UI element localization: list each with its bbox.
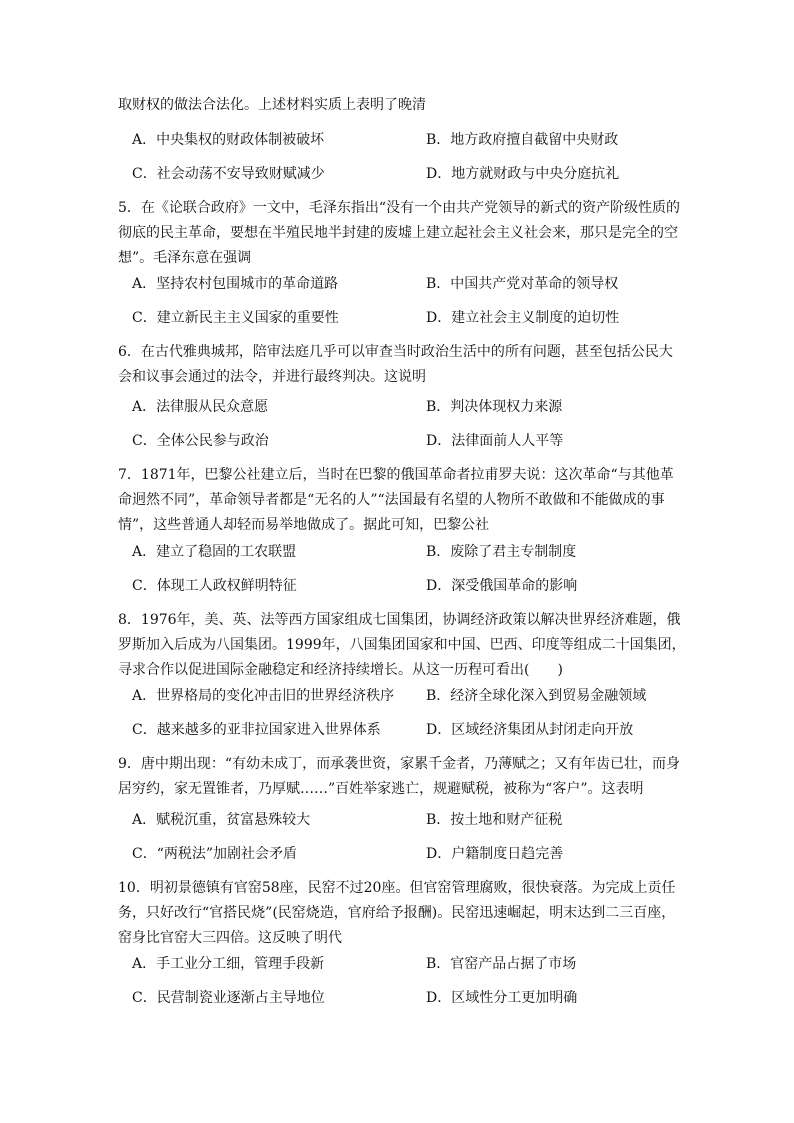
- question-8-stem: 8．1976年，美、英、法等西方国家组成七国集团，协调经济政策以解决世界经济难题，俄罗斯加入后成为八国集团。1999年，八国集团国家和中国、巴西、印度等组成二十国集团，寻求合作以促进国际金融稳定和经济持续增长。从这一历程可看出( ): [118, 612, 686, 678]
- question-5-stem: 5．在《论联合政府》一文中，毛泽东指出“没有一个由共产党领导的新式的资产阶级性质的彻底的民主革命，要想在半殖民地半封建的废墟上建立起社会主义社会来，那只是完全的空想”。毛泽东意在强调: [118, 200, 681, 266]
- question-6-stem: 6．在古代雅典城邦，陪审法庭几乎可以审查当时政治生活中的所有问题，甚至包括公民大会和议事会通过的法令，并进行最终判决。这说明: [118, 344, 673, 385]
- question-6-option-b: B．判决体现权力来源: [426, 399, 563, 415]
- intro-option-a: A．中央集权的财政体制被破坏: [132, 132, 325, 148]
- intro-option-b: B．地方政府擅自截留中央财政: [426, 132, 619, 148]
- question-9-option-c: C．“两税法”加剧社会矛盾: [132, 846, 298, 862]
- intro-text: 取财权的做法合法化。上述材料实质上表明了晚清: [118, 97, 426, 113]
- question-10-option-a: A．手工业分工细，管理手段新: [132, 956, 325, 972]
- question-7-option-b: B．废除了君主专制制度: [426, 544, 577, 560]
- question-10-stem: 10．明初景德镇有官窑58座，民窑不过20座。但官窑管理腐败，很快衰落。为完成上贡任务，只好改行“官搭民烧”(民窑烧造，官府给予报酬)。民窑迅速崛起，明末达到二三百座，窑身比官窑大三四倍。这反映了明代: [118, 880, 676, 946]
- question-8-option-b: B．经济全球化深入到贸易金融领域: [426, 688, 647, 704]
- question-8-option-d: D．区域经济集团从封闭走向开放: [426, 722, 634, 738]
- question-9-stem: 9．唐中期出现：“有幼未成丁，而承袭世资，家累千金者，乃薄赋之；又有年齿已壮，而身居穷约，家无置锥者，乃厚赋……”百姓举家逃亡，规避赋税，被称为“客户”。这表明: [118, 756, 681, 797]
- question-5-option-a: A．坚持农村包围城市的革命道路: [132, 276, 339, 292]
- question-9-option-d: D．户籍制度日趋完善: [426, 846, 564, 862]
- question-7-option-a: A．建立了稳固的工农联盟: [132, 544, 297, 560]
- question-8-option-c: C．越来越多的亚非拉国家进入世界体系: [132, 722, 381, 738]
- question-9-option-a: A．赋税沉重，贫富悬殊较大: [132, 812, 311, 828]
- question-5-option-b: B．中国共产党对革命的领导权: [426, 276, 619, 292]
- question-8-option-a: A．世界格局的变化冲击旧的世界经济秩序: [132, 688, 395, 704]
- question-7-option-d: D．深受俄国革命的影响: [426, 578, 578, 594]
- question-10-option-d: D．区域性分工更加明确: [426, 990, 578, 1006]
- question-6-option-a: A．法律服从民众意愿: [132, 399, 269, 415]
- question-10-option-b: B．官窑产品占据了市场: [426, 956, 577, 972]
- question-9-option-b: B．按土地和财产征税: [426, 812, 563, 828]
- question-6-option-d: D．法律面前人人平等: [426, 433, 564, 449]
- intro-option-c: C．社会动荡不安导致财赋减少: [132, 166, 325, 182]
- question-10-option-c: C．民营制瓷业逐渐占主导地位: [132, 990, 325, 1006]
- question-7-option-c: C．体现工人政权鲜明特征: [132, 578, 297, 594]
- question-5-option-c: C．建立新民主主义国家的重要性: [132, 310, 339, 326]
- question-5-option-d: D．建立社会主义制度的迫切性: [426, 310, 620, 326]
- question-6-option-c: C．全体公民参与政治: [132, 433, 269, 449]
- intro-option-d: D．地方就财政与中央分庭抗礼: [426, 166, 620, 182]
- question-7-stem: 7．1871年，巴黎公社建立后，当时在巴黎的俄国革命者拉甫罗夫说：这次革命“与其他革命迥然不同”，革命领导者都是“无名的人”“法国最有名望的人物所不敢做和不能做成的事情”，这些普通人却轻而易举地做成了。据此可知，巴黎公社: [118, 467, 674, 533]
